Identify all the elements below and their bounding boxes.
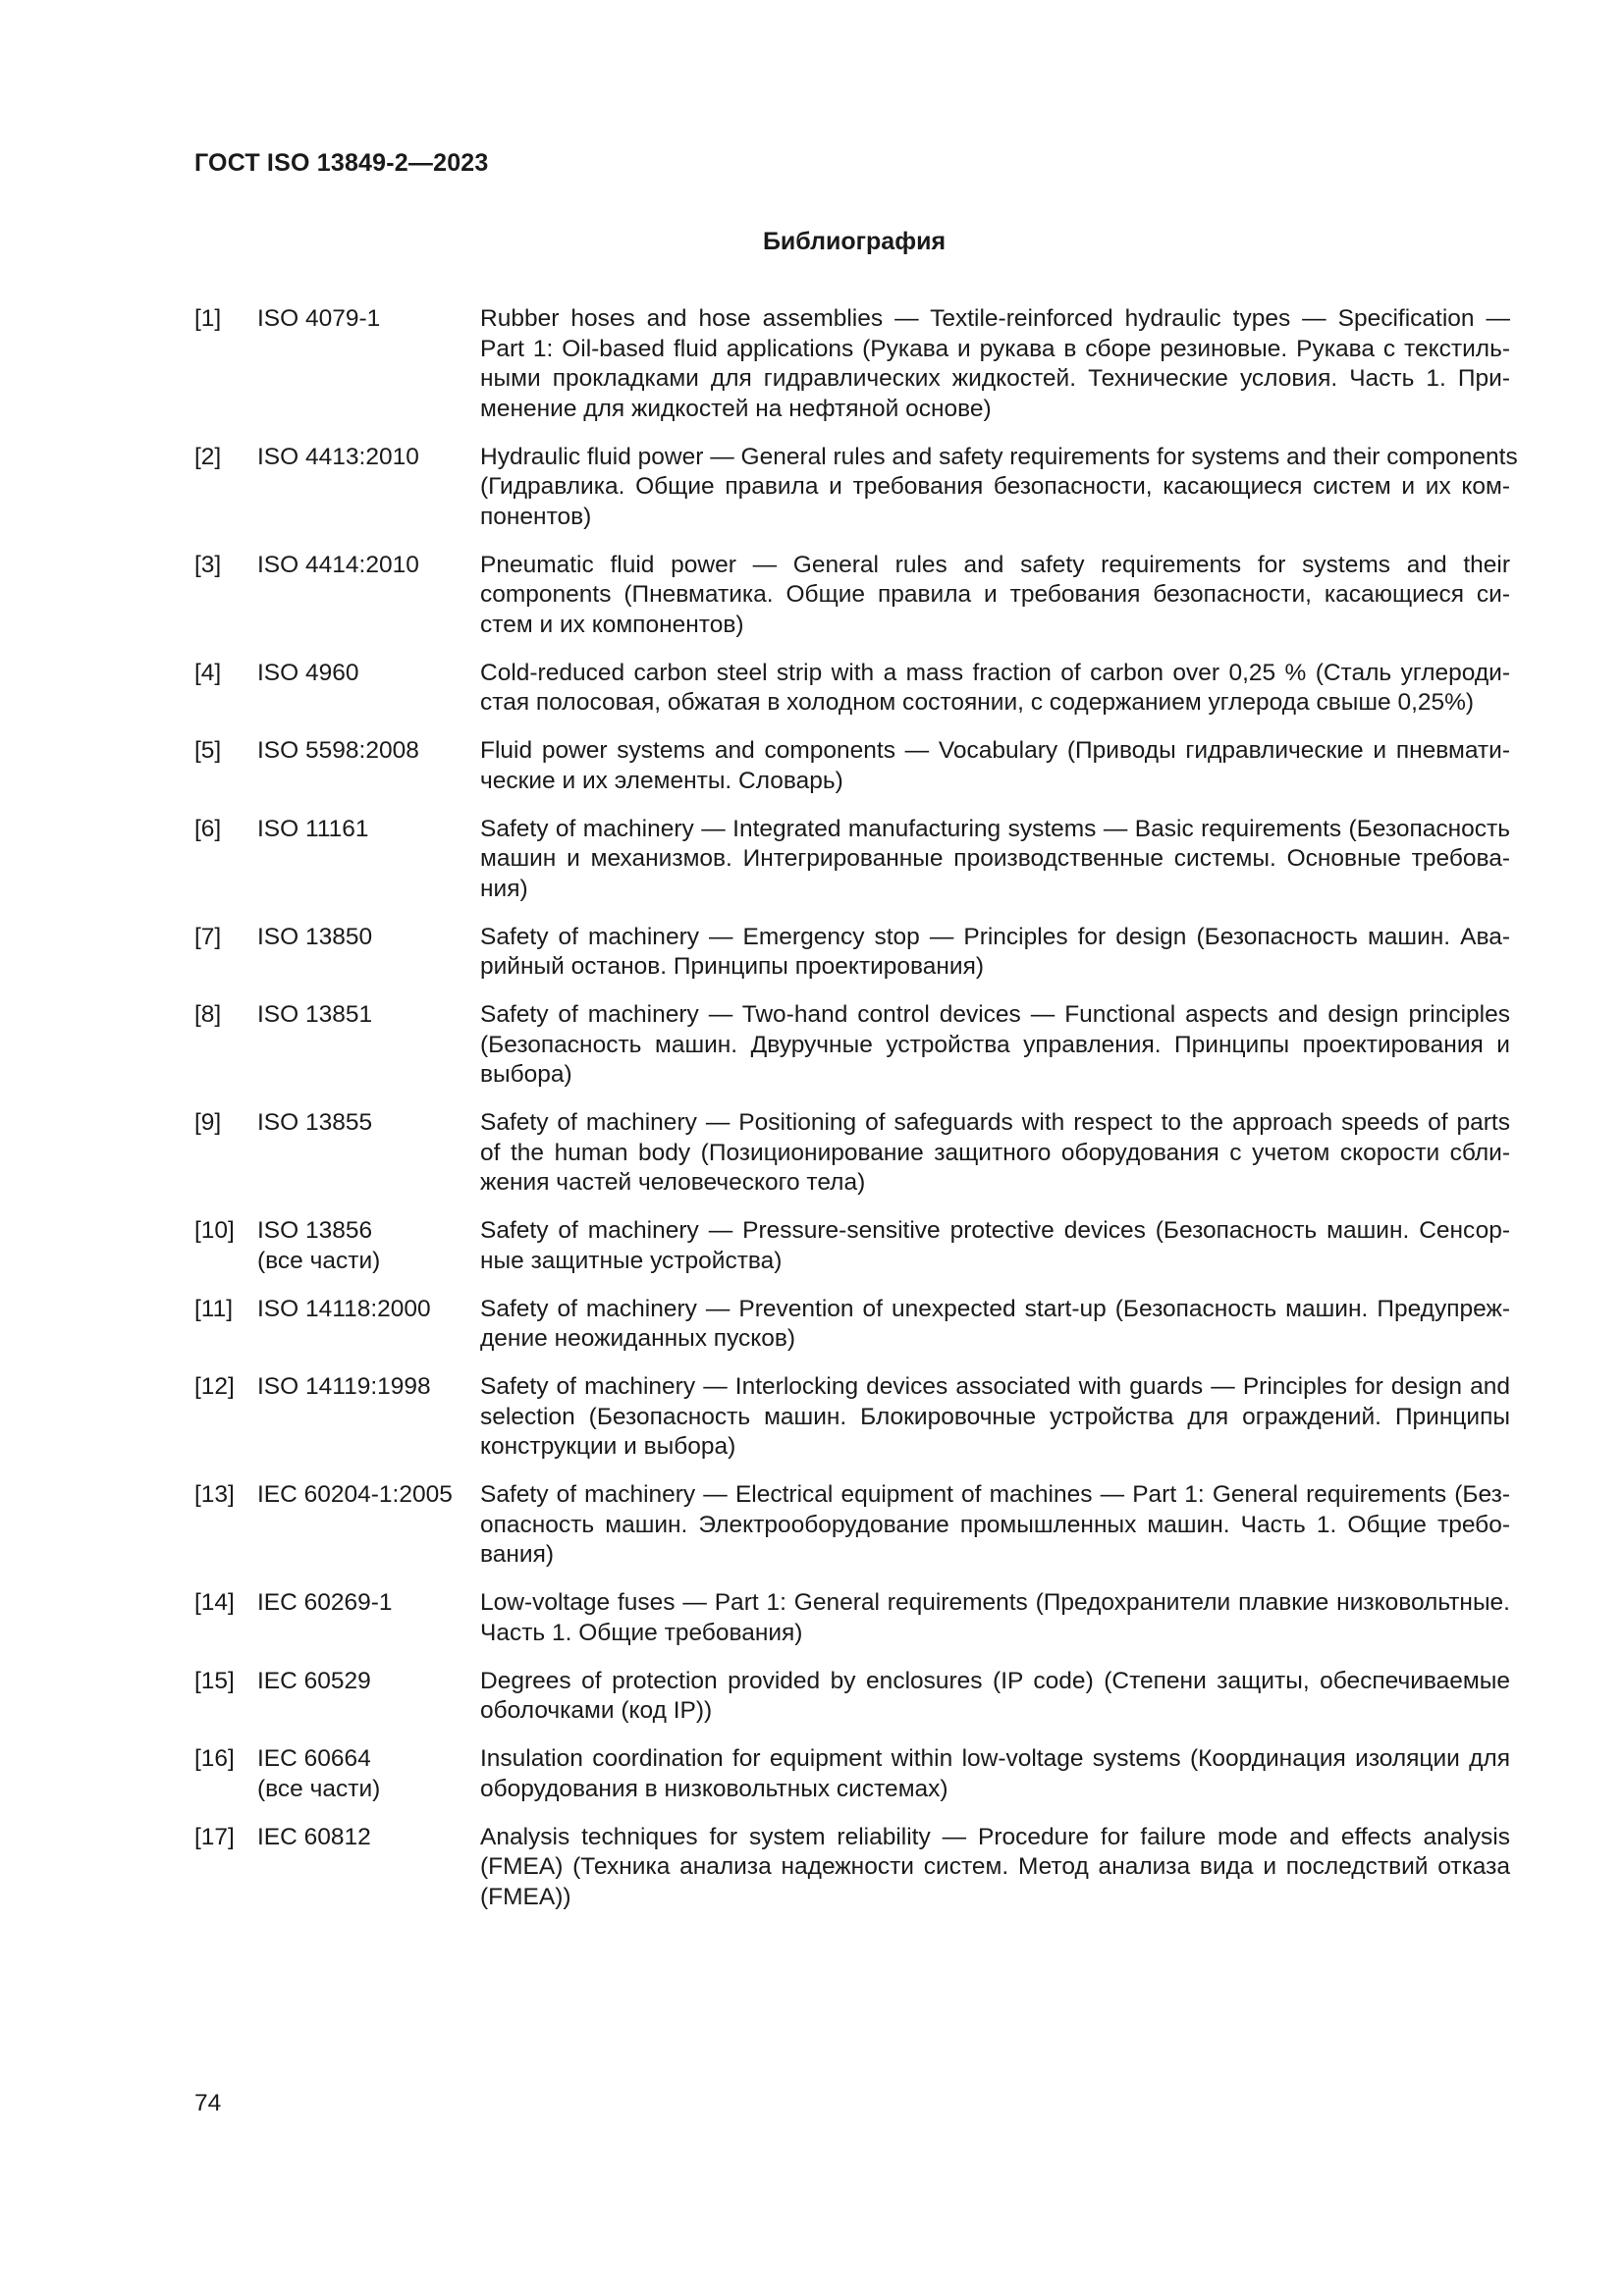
standard-code — [257, 1588, 480, 1648]
reference-title — [480, 1295, 1510, 1355]
reference-title — [480, 1372, 1510, 1463]
reference-title-line: понентов) — [480, 503, 592, 530]
standard-code — [257, 736, 480, 796]
reference-title — [480, 736, 1510, 796]
reference-title-line: дение неожиданных пусков) — [480, 1325, 796, 1352]
standard-code-line: ISO 4960 — [257, 659, 359, 686]
standard-code-line: ISO 13856 — [257, 1217, 373, 1244]
reference-title-line: ческие и их элементы. Словарь) — [480, 767, 843, 794]
reference-title-line: Safety of machinery — Integrated manufacturing systems — Basic requirements (Безопасность — [480, 815, 1510, 842]
entry-number: [15] — [194, 1667, 235, 1694]
reference-title-line: Часть 1. Общие требования) — [480, 1619, 803, 1646]
reference-title — [480, 1667, 1510, 1727]
reference-title-line: оболочками (код IP)) — [480, 1697, 713, 1724]
reference-title-line: selection (Безопасность машин. Блокировочные устройства для ограждений. Принципы — [480, 1403, 1510, 1430]
entry-number: [16] — [194, 1745, 235, 1772]
reference-title-line: рийный останов. Принципы проектирования) — [480, 953, 985, 980]
bibliography-entry — [194, 1295, 1510, 1355]
standard-code — [257, 815, 480, 905]
standard-code-line: IEC 60812 — [257, 1823, 371, 1850]
reference-title — [480, 1216, 1510, 1276]
reference-title-line: Low-voltage fuses — Part 1: General requirements (Предохранители плавкие низковольтные. — [480, 1589, 1510, 1616]
bibliography-entry — [194, 443, 1518, 533]
standard-code — [257, 659, 480, 719]
reference-title-line: Safety of machinery — Prevention of unexpected start-up (Безопасность машин. Предупреж- — [480, 1295, 1510, 1322]
reference-title-line: Safety of machinery — Interlocking devices associated with guards — Principles for design and — [480, 1373, 1510, 1400]
reference-title-line: Pneumatic fluid power — General rules and safety requirements for systems and their — [480, 551, 1510, 578]
standard-code — [257, 1216, 480, 1276]
bibliography-list — [194, 304, 1518, 1931]
bibliography-entry — [194, 1480, 1510, 1571]
reference-title-line: Degrees of protection provided by enclosures (IP code) (Степени защиты, обеспечиваемые — [480, 1667, 1510, 1694]
standard-code — [257, 1480, 480, 1571]
entry-number: [4] — [194, 659, 222, 686]
standard-code-line: ISO 11161 — [257, 815, 369, 842]
reference-title-line: Safety of machinery — Pressure-sensitive protective devices (Безопасность машин. Сенсор- — [480, 1217, 1510, 1244]
standard-code-line: IEC 60204-1:2005 — [257, 1481, 453, 1508]
standard-code — [257, 551, 480, 641]
entry-number: [3] — [194, 551, 222, 578]
reference-title-line: Safety of machinery — Emergency stop — Principles for design (Безопасность машин. Ава- — [480, 923, 1510, 950]
reference-title-line: (FMEA) (Техника анализа надежности систем. Метод анализа вида и последствий отказа — [480, 1853, 1510, 1880]
reference-title-line: Safety of machinery — Two-hand control devices — Functional aspects and design principles — [480, 1001, 1510, 1028]
reference-title-line: стая полосовая, обжатая в холодном состоянии, с содержанием углерода свыше 0,25%) — [480, 689, 1475, 716]
reference-title — [480, 1588, 1510, 1648]
entry-number: [5] — [194, 737, 222, 764]
reference-title-line: of the human body (Позиционирование защитного оборудования с учетом скорости сбли- — [480, 1139, 1510, 1166]
entry-number: [14] — [194, 1589, 235, 1616]
bibliography-entry — [194, 1372, 1510, 1463]
reference-title — [480, 1480, 1510, 1571]
reference-title-line: жения частей человеческого тела) — [480, 1169, 866, 1196]
standard-code — [257, 1823, 480, 1913]
reference-title-line: Insulation coordination for equipment within low-voltage systems (Координация изоляции для — [480, 1745, 1510, 1772]
reference-title-line: Hydraulic fluid power — General rules and safety requirements for systems and their components — [480, 443, 1518, 470]
reference-title-line: конструкции и выбора) — [480, 1433, 736, 1460]
entry-number: [10] — [194, 1217, 235, 1244]
bibliography-entry — [194, 1000, 1510, 1091]
standard-code-line: ISO 4079-1 — [257, 305, 381, 332]
standard-code — [257, 443, 480, 533]
bibliography-entry — [194, 1667, 1510, 1727]
reference-title-line: стем и их компонентов) — [480, 611, 744, 638]
entry-number: [8] — [194, 1001, 222, 1028]
reference-title-line: выбора) — [480, 1061, 572, 1088]
entry-number: [1] — [194, 305, 222, 332]
standard-code — [257, 1295, 480, 1355]
reference-title-line: оборудования в низковольтных системах) — [480, 1775, 948, 1802]
standard-code-line: (все части) — [257, 1775, 381, 1802]
reference-title — [480, 304, 1510, 424]
bibliography-entry — [194, 304, 1510, 424]
bibliography-entry — [194, 1108, 1510, 1199]
reference-title-line: ные защитные устройства) — [480, 1247, 783, 1274]
reference-title-line: Safety of machinery — Electrical equipment of machines — Part 1: General requirements (Без- — [480, 1481, 1510, 1508]
reference-title — [480, 659, 1510, 719]
bibliography-entry — [194, 1744, 1510, 1804]
reference-title-line: вания) — [480, 1541, 555, 1568]
standard-code — [257, 1108, 480, 1199]
section-title: Библиография — [762, 228, 947, 255]
bibliography-entry — [194, 815, 1510, 905]
reference-title-line: ния) — [480, 875, 528, 902]
standard-code-line: IEC 60529 — [257, 1667, 371, 1694]
standard-code-line: ISO 13850 — [257, 923, 373, 950]
standard-code-line: ISO 4413:2010 — [257, 443, 419, 470]
standard-code-line: IEC 60664 — [257, 1745, 371, 1772]
entry-number: [17] — [194, 1823, 235, 1850]
standard-code — [257, 923, 480, 983]
reference-title-line: Part 1: Oil-based fluid applications (Рукава и рукава в сборе резиновые. Рукава с текстиль- — [480, 335, 1510, 362]
reference-title-line: Rubber hoses and hose assemblies — Textile-reinforced hydraulic types — Specification — — [480, 305, 1510, 332]
entry-number: [7] — [194, 923, 222, 950]
reference-title — [480, 815, 1510, 905]
document-header: ГОСТ ISO 13849-2—2023 — [194, 149, 489, 177]
bibliography-entry — [194, 659, 1510, 719]
standard-code — [257, 1744, 480, 1804]
reference-title — [480, 1744, 1510, 1804]
reference-title — [480, 1823, 1510, 1913]
reference-title-line: components (Пневматика. Общие правила и требования безопасности, касающиеся си- — [480, 581, 1510, 608]
standard-code-line: ISO 14119:1998 — [257, 1373, 431, 1400]
entry-number: [12] — [194, 1373, 235, 1400]
reference-title-line: Cold-reduced carbon steel strip with a mass fraction of carbon over 0,25 % (Сталь углероди- — [480, 659, 1510, 686]
standard-code — [257, 1372, 480, 1463]
page-number: 74 — [194, 2090, 222, 2116]
reference-title — [480, 1000, 1510, 1091]
bibliography-entry — [194, 1216, 1510, 1276]
reference-title — [480, 551, 1510, 641]
bibliography-entry — [194, 1588, 1510, 1648]
standard-code-line: (все части) — [257, 1247, 381, 1274]
reference-title-line: Safety of machinery — Positioning of safeguards with respect to the approach speeds of parts — [480, 1109, 1510, 1136]
reference-title — [480, 1108, 1510, 1199]
bibliography-entry — [194, 551, 1510, 641]
standard-code-line: ISO 13851 — [257, 1001, 373, 1028]
entry-number: [11] — [194, 1295, 234, 1322]
entry-number: [9] — [194, 1109, 222, 1136]
reference-title — [480, 923, 1510, 983]
bibliography-entry — [194, 923, 1510, 983]
standard-code-line: ISO 4414:2010 — [257, 551, 419, 578]
standard-code-line: ISO 13855 — [257, 1109, 373, 1136]
reference-title-line: машин и механизмов. Интегрированные производственные системы. Основные требова- — [480, 845, 1510, 872]
reference-title-line: (FMEA)) — [480, 1883, 571, 1910]
entry-number: [2] — [194, 443, 222, 470]
reference-title-line: ными прокладками для гидравлических жидкостей. Технические условия. Часть 1. При- — [480, 365, 1510, 392]
reference-title-line: менение для жидкостей на нефтяной основе) — [480, 395, 992, 422]
bibliography-entry — [194, 1823, 1510, 1913]
standard-code — [257, 1000, 480, 1091]
standard-code-line: IEC 60269-1 — [257, 1589, 393, 1616]
entry-number: [13] — [194, 1481, 235, 1508]
entry-number: [6] — [194, 815, 222, 842]
standard-code-line: ISO 14118:2000 — [257, 1295, 431, 1322]
bibliography-entry — [194, 736, 1510, 796]
reference-title-line: Fluid power systems and components — Vocabulary (Приводы гидравлические и пневмати- — [480, 737, 1510, 764]
reference-title-line: Analysis techniques for system reliability — Procedure for failure mode and effects analysis — [480, 1823, 1510, 1850]
standard-code — [257, 304, 480, 424]
standard-code-line: ISO 5598:2008 — [257, 737, 419, 764]
reference-title — [480, 443, 1518, 533]
standard-code — [257, 1667, 480, 1727]
reference-title-line: опасность машин. Электрооборудование промышленных машин. Часть 1. Общие требо- — [480, 1511, 1510, 1538]
reference-title-line: (Гидравлика. Общие правила и требования безопасности, касающиеся систем и их ком- — [480, 473, 1510, 500]
reference-title-line: (Безопасность машин. Двуручные устройства управления. Принципы проектирования и — [480, 1031, 1510, 1058]
